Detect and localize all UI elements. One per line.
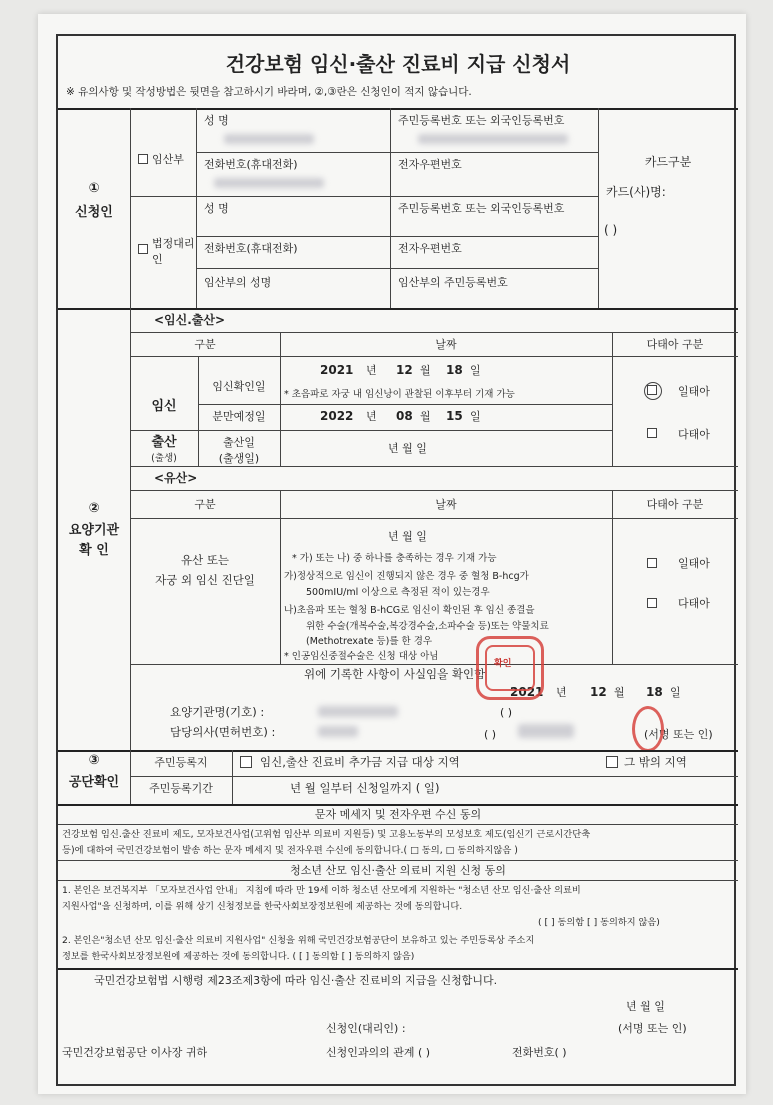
nhis-section-no: ③ <box>88 753 100 768</box>
address-target-label: 임신,출산 진료비 추가금 지급 대상 지역 <box>260 755 460 769</box>
confirm-date-label: 임신확인일 <box>212 380 266 393</box>
confirm-year-unit: 년 <box>366 364 377 377</box>
proxy-phone-label: 전화번호(휴대전화) <box>204 242 298 255</box>
consent-sms-text-1: 건강보험 임신.출산 진료비 제도, 모자보건사업(고위험 임산부 의료비 지원등) 및 고용노동부의 모성보호 제도(임신기 근로시간단축 <box>62 829 591 840</box>
redacted-name <box>224 134 314 144</box>
misc-note-6: (Methotrexate 등)를 한 경우 <box>306 636 433 647</box>
pregnancy-multiple-label: 다태아 <box>678 428 710 441</box>
birth-date-field[interactable]: 년 월 일 <box>388 442 427 455</box>
consent-youth-choice-1[interactable]: ( [ ] 동의함 [ ] 동의하지 않음) <box>538 917 660 928</box>
pregnant-option-label: 임산부 <box>152 153 184 166</box>
pregnancy-col-multi: 다태아 구분 <box>646 338 704 351</box>
provider-section-label-1: 요양기관 <box>68 523 120 538</box>
redacted-rrn <box>418 134 568 144</box>
consent-youth-title: 청소년 산모 임신·출산 의료비 지원 신청 동의 <box>290 864 506 877</box>
pregnancy-label: 임신 <box>151 399 177 414</box>
misc-single-checkbox[interactable] <box>647 558 657 568</box>
confirm-month[interactable]: 12 <box>396 363 413 377</box>
pregnancy-multiple-checkbox[interactable] <box>647 428 657 438</box>
footer-applicant[interactable]: 신청인(대리인) : <box>326 1022 406 1035</box>
proxy-name-label: 성 명 <box>204 202 229 215</box>
pregnant-name-ref-label: 임산부의 성명 <box>204 276 272 289</box>
address-label: 주민등록지 <box>154 756 208 769</box>
footer-date[interactable]: 년 월 일 <box>626 1000 665 1013</box>
misc-note-7: * 인공임신중절수술은 신청 대상 아님 <box>284 651 439 662</box>
misc-col-multi: 다태아 구분 <box>646 498 704 511</box>
doctor-license-field[interactable]: ( ) <box>484 728 497 741</box>
applicant-section-label: 신청인 <box>75 205 113 220</box>
birth-date-label: 출산일 <box>223 436 255 449</box>
pregnant-name-label: 성 명 <box>204 114 229 127</box>
birth-label: 출산 <box>151 435 177 450</box>
card-company-field[interactable]: ( ) <box>604 223 618 237</box>
misc-note-3: 500mIU/ml 이상으로 측정된 적이 있는경우 <box>306 587 490 598</box>
address-other-label: 그 밖의 지역 <box>624 755 687 769</box>
confirm-year[interactable]: 2021 <box>320 363 354 377</box>
redacted-institution <box>318 706 398 717</box>
confirm-month-unit: 월 <box>420 364 431 377</box>
consent-sms-title: 문자 메세지 및 전자우편 수신 동의 <box>314 808 482 821</box>
miscarriage-heading: <유산> <box>154 471 198 485</box>
misc-col-type: 구분 <box>194 498 216 511</box>
notice-text: ※ 유의사항 및 작성방법은 뒷면을 참고하시기 바라며, ②,③란은 신청인이 적지 않습니다. <box>66 86 472 98</box>
provider-sign-label: (서명 또는 인) <box>644 728 713 741</box>
card-company-label: 카드(사)명: <box>606 185 666 199</box>
proxy-email-label: 전자우편번호 <box>398 242 462 255</box>
nhis-section-label: 공단확인 <box>68 775 120 790</box>
footer-phone[interactable]: 전화번호( ) <box>512 1046 567 1059</box>
misc-col-date: 날짜 <box>435 498 457 511</box>
pregnancy-heading: <임신.출산> <box>154 313 226 327</box>
misc-date-field[interactable]: 년 월 일 <box>388 530 427 543</box>
doctor-label: 담당의사(면허번호) : <box>170 725 276 739</box>
footer-relation[interactable]: 신청인과의의 관계 ( ) <box>326 1046 431 1059</box>
form-frame <box>56 34 736 1086</box>
pregnancy-col-date: 날짜 <box>435 338 457 351</box>
misc-label-1: 유산 또는 <box>180 553 230 567</box>
seal-text: 확인 <box>494 659 512 669</box>
ultrasound-note: * 초음파로 자궁 내 임신낭이 관찰된 이후부터 기재 가능 <box>284 389 515 400</box>
pregnancy-single-checkbox[interactable] <box>647 385 657 395</box>
pregnant-phone-label: 전화번호(휴대전화) <box>204 158 298 171</box>
pregnant-rrn-label: 주민등록번호 또는 외국인등록번호 <box>398 114 565 127</box>
misc-label-2: 자궁 외 임신 진단일 <box>155 573 255 587</box>
address-other-checkbox[interactable] <box>606 756 618 768</box>
confirm-day-unit: 일 <box>470 364 481 377</box>
due-month[interactable]: 08 <box>396 409 413 423</box>
applicant-section-no: ① <box>88 181 100 196</box>
pregnant-email-label: 전자우편번호 <box>398 158 462 171</box>
misc-note-4: 나)초음파 또는 혈청 B-hCG로 임신이 확인된 후 임신 종결을 <box>284 605 535 616</box>
attest-month-unit: 월 <box>614 686 625 699</box>
due-year[interactable]: 2022 <box>320 409 354 423</box>
form-paper <box>38 14 746 1094</box>
footer-sign: (서명 또는 인) <box>618 1022 687 1035</box>
institution-label: 요양기관명(기호) : <box>170 705 265 719</box>
provider-section-label-2: 확 인 <box>79 543 109 558</box>
redacted-doctor <box>318 726 358 737</box>
period-label: 주민등록기간 <box>149 782 213 795</box>
card-type-label: 카드구분 <box>644 155 692 169</box>
due-month-unit: 월 <box>420 410 431 423</box>
attest-statement: 위에 기록한 사항이 사실임을 확인함 <box>304 667 486 681</box>
due-year-unit: 년 <box>366 410 377 423</box>
attest-year-unit: 년 <box>556 686 567 699</box>
misc-multiple-label: 다태아 <box>678 597 710 610</box>
consent-youth-text-5[interactable]: 정보를 한국사회보장정보원에 제공하는 것에 동의합니다. ( [ ] 동의함 [ ] 동의하지 않음) <box>62 951 415 962</box>
birth-date-sub-label: (출생일) <box>218 452 260 465</box>
address-target-checkbox[interactable] <box>240 756 252 768</box>
proxy-rrn-label: 주민등록번호 또는 외국인등록번호 <box>398 202 565 215</box>
due-date-label: 분만예정일 <box>212 410 266 423</box>
consent-youth-text-1: 1. 본인은 보건복지부 「모자보건사업 안내」 지침에 따라 만 19세 이하 청소년 산모에게 지원하는 "청소년 산모 임신·출산 의료비 <box>62 885 581 896</box>
pregnancy-col-type: 구분 <box>194 338 216 351</box>
redacted-license <box>518 724 574 738</box>
birth-sub-label: (출생) <box>151 453 177 464</box>
attest-day-unit: 일 <box>670 686 681 699</box>
pregnant-rrn-ref-label: 임산부의 주민등록번호 <box>398 276 508 289</box>
doctor-seal <box>632 706 664 752</box>
redacted-phone <box>214 178 324 188</box>
proxy-option-label: 법정대리인 <box>152 237 195 266</box>
footer-law: 국민건강보험법 시행령 제23조제3항에 따라 임신·출산 진료비의 지급을 신청합니다. <box>94 974 498 987</box>
footer-addressee: 국민건강보험공단 이사장 귀하 <box>62 1046 208 1059</box>
pregnancy-single-label: 일태아 <box>678 385 710 398</box>
misc-note-2: 가)정상적으로 임신이 진행되지 않은 경우 중 혈청 B-hcg가 <box>284 571 529 582</box>
provider-section-no: ② <box>88 501 100 516</box>
consent-youth-text-4: 2. 본인은"청소년 산모 임신·출산 의료비 지원사업" 신청을 위해 국민건강보험공단이 보유하고 있는 주민등록상 주소지 <box>62 935 535 946</box>
attest-day[interactable]: 18 <box>646 685 663 699</box>
consent-youth-text-2: 지원사업"을 신청하며, 이를 위해 상기 신청정보를 한국사회보장정보원에 제공하는 것에 동의합니다. <box>62 901 463 912</box>
proxy-checkbox[interactable] <box>138 244 148 254</box>
attest-year[interactable]: 2021 <box>510 685 544 699</box>
due-day-unit: 일 <box>470 410 481 423</box>
misc-single-label: 일태아 <box>678 557 710 570</box>
misc-note-1: * 가) 또는 나) 중 하나를 충족하는 경우 기재 가능 <box>292 553 497 564</box>
form-title: 건강보험 임신·출산 진료비 지급 신청서 <box>225 52 571 76</box>
confirm-day[interactable]: 18 <box>446 363 463 377</box>
attest-month[interactable]: 12 <box>590 685 607 699</box>
consent-sms-text-2[interactable]: 등)에 대하여 국민건강보험이 발송 하는 문자 메세지 및 전자우편 수신에 동의합니다.( □ 동의, □ 동의하지않음 ) <box>62 845 518 856</box>
misc-note-5: 위한 수술(개복수술,복강경수술,소파수술 등)또는 약물치료 <box>306 621 549 632</box>
institution-code-field[interactable]: ( ) <box>500 706 513 719</box>
pregnant-checkbox[interactable] <box>138 154 148 164</box>
due-day[interactable]: 15 <box>446 409 463 423</box>
period-field[interactable]: 년 월 일부터 신청일까지 ( 일) <box>290 781 440 795</box>
misc-multiple-checkbox[interactable] <box>647 598 657 608</box>
